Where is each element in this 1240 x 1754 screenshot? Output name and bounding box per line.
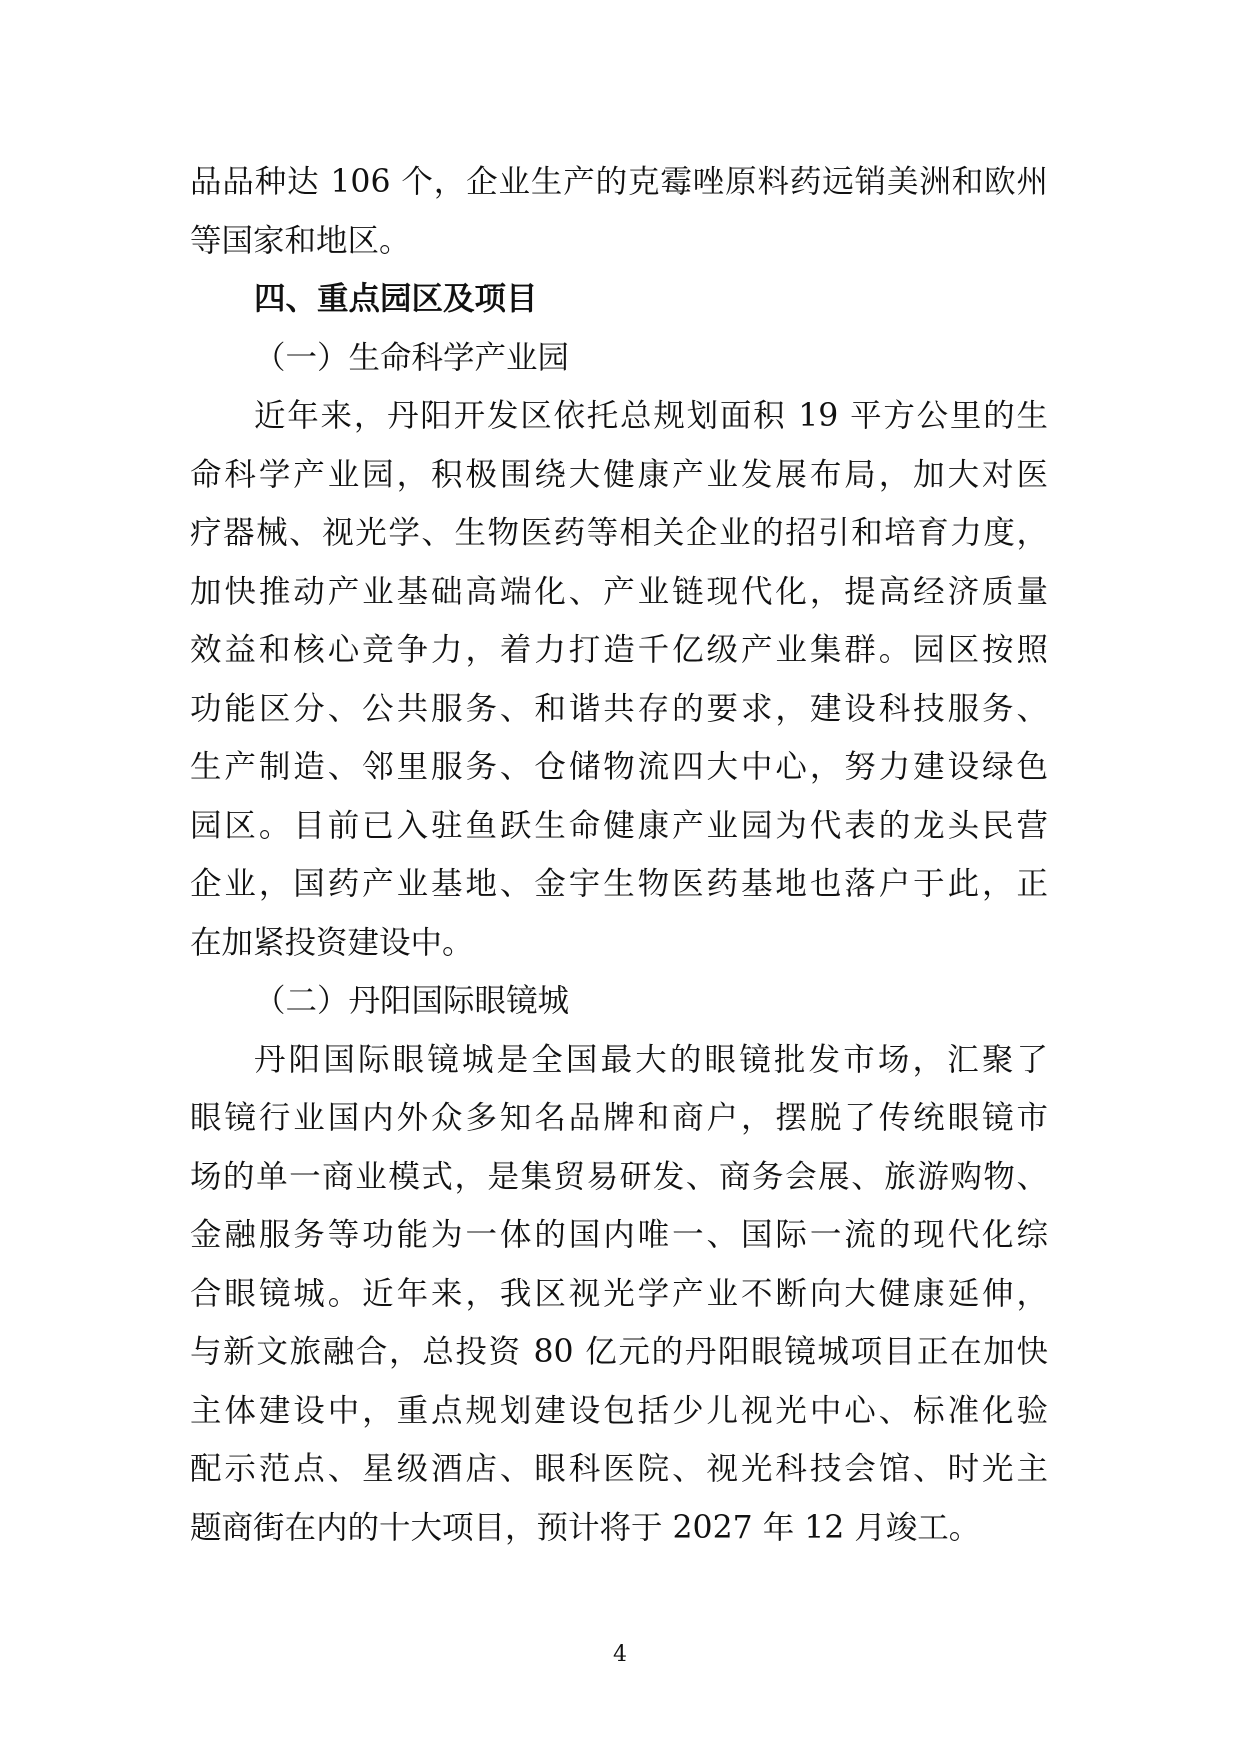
text-line: 命科学产业园，积极围绕大健康产业发展布局，加大对医 (190, 456, 1048, 493)
text-line: 合眼镜城。近年来，我区视光学产业不断向大健康延伸， (190, 1275, 1048, 1312)
text-line: 配示范点、星级酒店、眼科医院、视光科技会馆、时光主 (190, 1451, 1048, 1487)
text-line: 主体建设中，重点规划建设包括少儿视光中心、标准化验 (190, 1392, 1048, 1429)
text-line: 场的单一商业模式，是集贸易研发、商务会展、旅游购物、 (190, 1158, 1048, 1195)
text-line: 功能区分、公共服务、和谐共存的要求，建设科技服务、 (190, 690, 1048, 727)
text-line: 企业，国药产业基地、金宇生物医药基地也落户于此，正 (190, 866, 1048, 902)
page-number: 4 (613, 1642, 627, 1667)
text-line: 生产制造、邻里服务、仓储物流四大中心，努力建设绿色 (190, 749, 1048, 785)
subsection-title-eyewear-city: （二）丹阳国际眼镜城 (254, 983, 570, 1019)
text-line: 疗器械、视光学、生物医药等相关企业的招引和培育力度， (190, 515, 1048, 551)
paragraph-eyewear-city (190, 1031, 1048, 1558)
text-line: 在加紧投资建设中。 (190, 924, 474, 961)
text-line: 等国家和地区。 (190, 222, 411, 259)
text-line: 近年来，丹阳开发区依托总规划面积 19 平方公里的生 (254, 398, 1048, 434)
section-heading: 四、重点园区及项目 (254, 281, 538, 317)
text-line: 丹阳国际眼镜城是全国最大的眼镜批发市场，汇聚了 (254, 1041, 1048, 1078)
paragraph-life-science-park (190, 387, 1048, 972)
text-line: 与新文旅融合，总投资 80 亿元的丹阳眼镜城项目正在加快 (190, 1334, 1048, 1370)
text-line: 金融服务等功能为一体的国内唯一、国际一流的现代化综 (190, 1217, 1048, 1253)
text-line: 品品种达 106 个，企业生产的克霉唑原料药远销美洲和欧州 (190, 164, 1048, 200)
text-line: 园区。目前已入驻鱼跃生命健康产业园为代表的龙头民营 (190, 807, 1048, 844)
text-line: 效益和核心竞争力，着力打造千亿级产业集群。园区按照 (190, 632, 1048, 668)
document-body (190, 153, 1048, 1557)
text-line: 加快推动产业基础高端化、产业链现代化，提高经济质量 (190, 573, 1048, 610)
subsection-title-life-science-park: （一）生命科学产业园 (254, 339, 570, 376)
text-line: 题商街在内的十大项目，预计将于 2027 年 12 月竣工。 (190, 1509, 981, 1546)
paragraph-pharma-products (190, 153, 1048, 270)
text-line: 眼镜行业国内外众多知名品牌和商户，摆脱了传统眼镜市 (190, 1100, 1048, 1136)
